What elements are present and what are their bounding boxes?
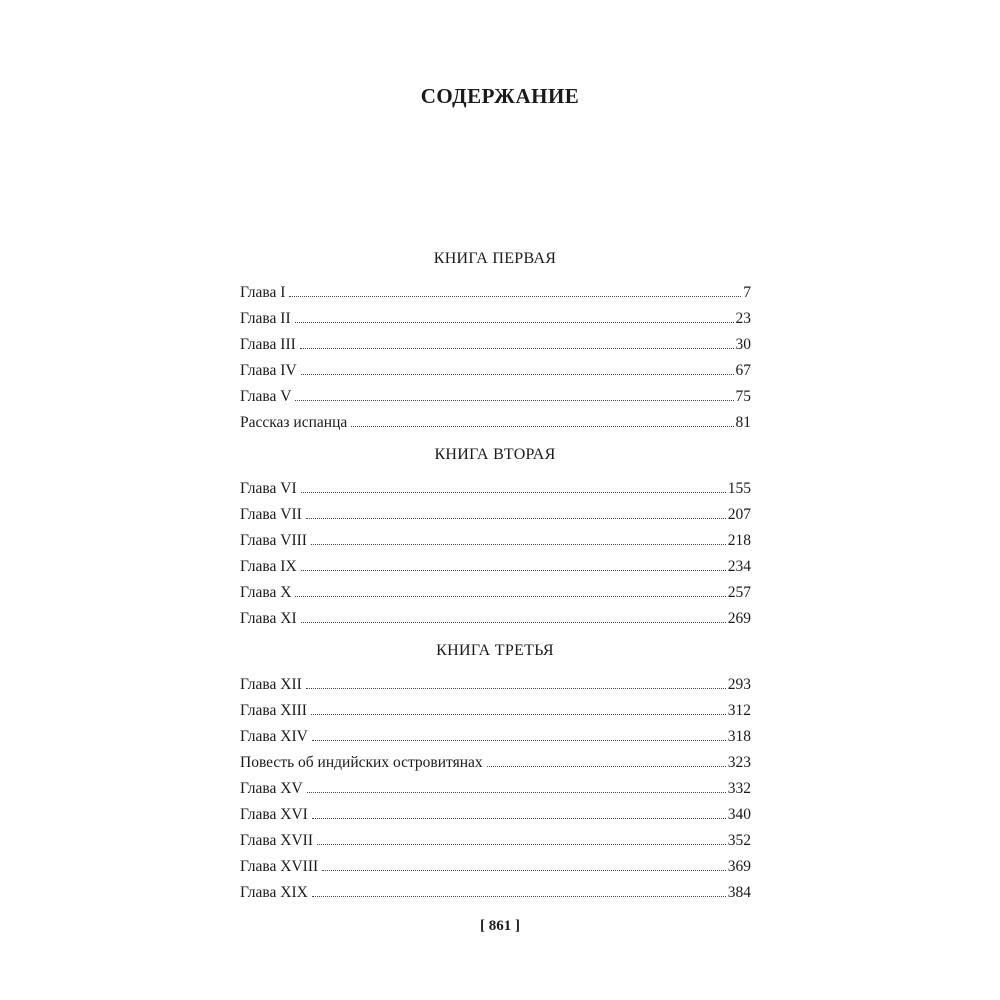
toc-entry-label: Глава IX: [240, 558, 297, 575]
toc-entry-label: Глава XI: [240, 610, 297, 627]
dot-leader: [295, 596, 725, 597]
toc-entry: [240, 480, 751, 500]
dot-leader: [300, 348, 734, 349]
toc-entry-page: 384: [727, 884, 751, 901]
dot-leader: [311, 544, 726, 545]
dot-leader: [312, 896, 726, 897]
toc-entry-label: Глава VII: [240, 506, 302, 523]
toc-entry: [240, 362, 751, 382]
toc-entry-page: 207: [727, 506, 751, 523]
toc-entry: [240, 310, 751, 330]
dot-leader: [289, 296, 741, 297]
toc-entry-label: Рассказ испанца: [240, 414, 348, 431]
dot-leader: [311, 714, 726, 715]
toc-entry-label: Глава I: [240, 284, 286, 301]
toc-entry-page: 23: [735, 310, 751, 327]
toc-entry: [240, 884, 751, 904]
toc-entry-label: Глава III: [240, 336, 296, 353]
toc-entry-page: 312: [727, 702, 751, 719]
dot-leader: [306, 688, 726, 689]
toc-entry-page: 257: [727, 584, 751, 601]
toc-entry-page: 81: [735, 414, 751, 431]
toc-entry-label: Повесть об индийских островитянах: [240, 754, 483, 771]
toc-entry-page: 340: [727, 806, 751, 823]
toc-entry: [240, 754, 751, 774]
toc-entry-label: Глава VI: [240, 480, 297, 497]
toc-entry-page: 67: [735, 362, 751, 379]
book-heading-3: КНИГА ТРЕТЬЯ: [436, 642, 554, 659]
toc-entry: [240, 806, 751, 826]
toc-entry-label: Глава XVII: [240, 832, 313, 849]
toc-entry: [240, 336, 751, 356]
toc-entry-page: 7: [743, 284, 751, 301]
toc-entry-label: Глава XV: [240, 780, 303, 797]
book-heading-2: КНИГА ВТОРАЯ: [434, 446, 556, 463]
dot-leader: [317, 844, 726, 845]
toc-entry-label: Глава XIV: [240, 728, 308, 745]
dot-leader: [301, 570, 726, 571]
dot-leader: [301, 374, 734, 375]
page-title: СОДЕРЖАНИЕ: [420, 84, 580, 108]
toc-entry-page: 369: [727, 858, 751, 875]
toc-entry-page: 323: [727, 754, 751, 771]
toc-entry-page: 218: [727, 532, 751, 549]
toc-entry: [240, 780, 751, 800]
toc-entry: [240, 388, 751, 408]
toc-entry: [240, 532, 751, 552]
toc-entry: [240, 558, 751, 578]
toc-entry-page: 269: [727, 610, 751, 627]
dot-leader: [487, 766, 726, 767]
toc-entry: [240, 414, 751, 434]
toc-entry-page: 293: [727, 676, 751, 693]
toc-entry-label: Глава X: [240, 584, 292, 601]
toc-entry-page: 155: [727, 480, 751, 497]
toc-entry-page: 75: [735, 388, 751, 405]
toc-entry: [240, 284, 751, 304]
dot-leader: [306, 518, 726, 519]
toc-entry: [240, 506, 751, 526]
toc-entry: [240, 728, 751, 748]
dot-leader: [295, 400, 733, 401]
dot-leader: [301, 622, 726, 623]
toc-entry-page: 318: [727, 728, 751, 745]
toc-entry-page: 352: [727, 832, 751, 849]
toc-entry-label: Глава XII: [240, 676, 302, 693]
page-number: [ 861 ]: [480, 918, 520, 934]
toc-entry: [240, 584, 751, 604]
book-heading-1: КНИГА ПЕРВАЯ: [433, 250, 557, 267]
toc-entry-label: Глава XIII: [240, 702, 307, 719]
toc-entry: [240, 858, 751, 878]
toc-entry-label: Глава XIX: [240, 884, 308, 901]
toc-entry-label: Глава XVI: [240, 806, 308, 823]
dot-leader: [351, 426, 733, 427]
dot-leader: [307, 792, 726, 793]
dot-leader: [312, 740, 726, 741]
toc-entry-page: 30: [735, 336, 751, 353]
toc-entry-label: Глава V: [240, 388, 292, 405]
toc-entry-page: 332: [727, 780, 751, 797]
toc-entry-label: Глава XVIII: [240, 858, 319, 875]
dot-leader: [322, 870, 726, 871]
toc-entry: [240, 676, 751, 696]
toc-entry: [240, 832, 751, 852]
toc-entry-page: 234: [727, 558, 751, 575]
toc-entry-label: Глава IV: [240, 362, 297, 379]
toc-entry: [240, 610, 751, 630]
dot-leader: [312, 818, 726, 819]
toc-entry-label: Глава VIII: [240, 532, 307, 549]
toc-entry-label: Глава II: [240, 310, 291, 327]
toc-entry: [240, 702, 751, 722]
dot-leader: [301, 492, 726, 493]
dot-leader: [295, 322, 734, 323]
